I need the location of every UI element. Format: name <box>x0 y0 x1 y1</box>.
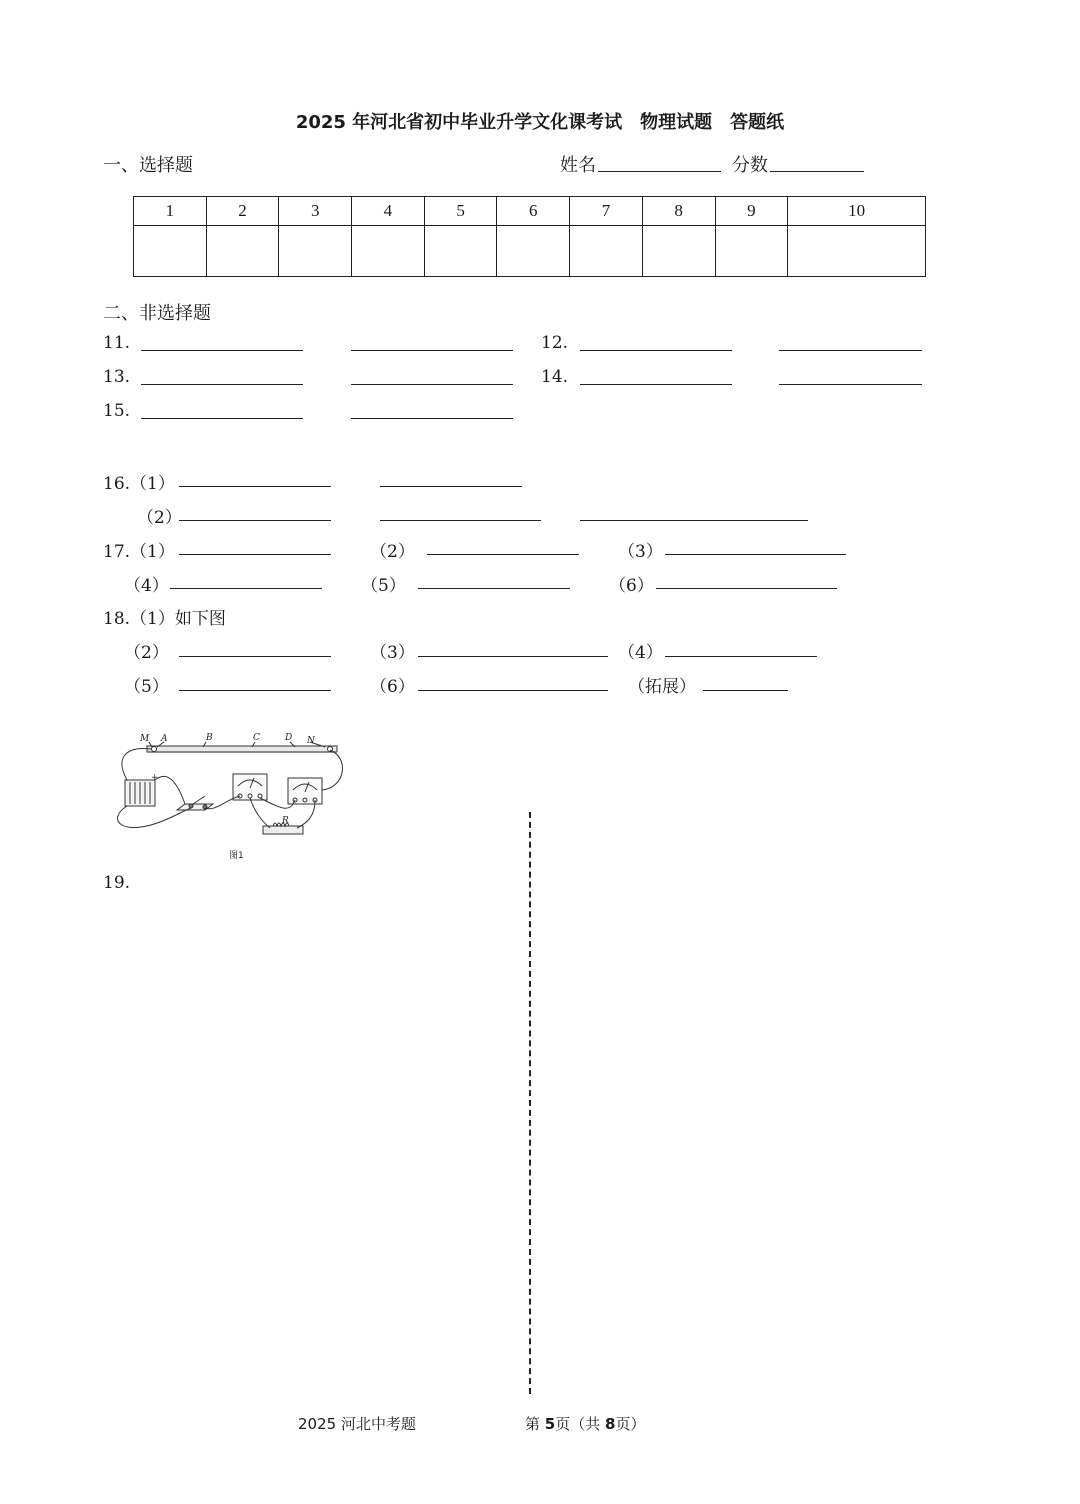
choice-answer-cell-6[interactable] <box>497 226 570 277</box>
name-field-line[interactable] <box>598 171 721 172</box>
choice-number-2: 2 <box>206 197 279 226</box>
label-m: M <box>140 734 150 744</box>
q16-1-blank-1[interactable] <box>179 486 331 487</box>
footer-left: 2025 河北中考题 <box>298 1415 416 1433</box>
label-plus: + <box>151 773 159 783</box>
label-a: A <box>161 734 168 744</box>
q17-4-blank[interactable] <box>170 588 322 589</box>
figure-caption: 图1 <box>229 851 244 861</box>
section2-heading: 二、非选择题 <box>103 303 211 324</box>
q18-6-label: （6） <box>370 677 415 697</box>
q16-2-blank-2[interactable] <box>380 520 541 521</box>
q16-1-label: 16.（1） <box>103 474 175 494</box>
circuit-figure[interactable] <box>105 728 345 864</box>
q18-ext-label: （拓展） <box>628 677 696 697</box>
q18-5-label: （5） <box>124 677 169 697</box>
choice-answer-cell-8[interactable] <box>642 226 715 277</box>
score-label: 分数 <box>732 155 768 176</box>
q17-5-blank[interactable] <box>418 588 570 589</box>
q16-2-label: （2） <box>137 508 182 528</box>
q18-5-blank[interactable] <box>179 690 331 691</box>
choice-number-10: 10 <box>788 197 926 226</box>
choice-number-8: 8 <box>642 197 715 226</box>
choice-number-5: 5 <box>424 197 497 226</box>
choice-number-1: 1 <box>134 197 207 226</box>
q11-blank-2[interactable] <box>351 350 513 351</box>
choice-answer-cell-7[interactable] <box>570 226 643 277</box>
q18-4-blank[interactable] <box>665 656 817 657</box>
choice-number-7: 7 <box>570 197 643 226</box>
q15-label: 15. <box>103 401 131 421</box>
q18-2-label: （2） <box>124 643 169 663</box>
q18-1-label: 18.（1）如下图 <box>103 609 226 629</box>
q11-blank-1[interactable] <box>141 350 303 351</box>
q12-label: 12. <box>541 333 569 353</box>
choice-answer-cell-5[interactable] <box>424 226 497 277</box>
page-mid: 页（共 <box>555 1415 605 1433</box>
choice-answer-cell-4[interactable] <box>352 226 425 277</box>
choice-answer-cell-2[interactable] <box>206 226 279 277</box>
q18-3-blank[interactable] <box>418 656 608 657</box>
q13-label: 13. <box>103 367 131 387</box>
q17-3-label: （3） <box>618 542 663 562</box>
choice-number-9: 9 <box>715 197 788 226</box>
page-total: 8 <box>605 1415 616 1433</box>
choice-number-4: 4 <box>352 197 425 226</box>
choice-answer-table <box>133 196 926 277</box>
choice-answer-cell-10[interactable] <box>788 226 926 277</box>
q18-3-label: （3） <box>370 643 415 663</box>
q17-2-blank[interactable] <box>427 554 579 555</box>
terminal-a-icon <box>152 747 157 752</box>
name-label: 姓名 <box>560 155 596 176</box>
page-suffix: 页） <box>615 1415 646 1433</box>
q16-1-blank-2[interactable] <box>380 486 522 487</box>
page-current: 5 <box>544 1415 556 1433</box>
q18-6-blank[interactable] <box>418 690 608 691</box>
label-c: C <box>253 733 260 743</box>
section1-heading: 一、选择题 <box>103 155 193 176</box>
q17-4-label: （4） <box>124 576 169 596</box>
q17-5-label: （5） <box>361 576 406 596</box>
page-title: 2025 年河北省初中毕业升学文化课考试 物理试题 答题纸 <box>295 112 785 133</box>
q19-label: 19. <box>103 873 131 893</box>
resistance-wire-board <box>147 746 337 752</box>
q14-blank-1[interactable] <box>580 384 732 385</box>
q17-3-blank[interactable] <box>665 554 846 555</box>
q12-blank-1[interactable] <box>580 350 732 351</box>
choice-answer-cell-3[interactable] <box>279 226 352 277</box>
q17-2-label: （2） <box>370 542 415 562</box>
choice-number-6: 6 <box>497 197 570 226</box>
choice-number-3: 3 <box>279 197 352 226</box>
q14-label: 14. <box>541 367 569 387</box>
q17-1-blank[interactable] <box>179 554 331 555</box>
q13-blank-1[interactable] <box>141 384 303 385</box>
label-d: D <box>285 733 293 743</box>
score-field-line[interactable] <box>770 171 864 172</box>
choice-answer-cell-1[interactable] <box>134 226 207 277</box>
page-prefix: 第 <box>525 1415 545 1433</box>
q14-blank-2[interactable] <box>779 384 922 385</box>
q18-4-label: （4） <box>618 643 663 663</box>
label-n: N <box>307 736 315 746</box>
choice-answer-cell-9[interactable] <box>715 226 788 277</box>
label-b: B <box>206 733 213 743</box>
q12-blank-2[interactable] <box>779 350 922 351</box>
answer-area-divider <box>529 812 531 1394</box>
label-r: R <box>282 816 289 826</box>
q17-1-label: 17.（1） <box>103 542 175 562</box>
q16-2-blank-3[interactable] <box>580 520 808 521</box>
footer-page-number <box>525 1413 645 1434</box>
q15-blank-1[interactable] <box>141 418 303 419</box>
q18-2-blank[interactable] <box>179 656 331 657</box>
q15-blank-2[interactable] <box>351 418 513 419</box>
q18-ext-blank[interactable] <box>703 690 788 691</box>
q13-blank-2[interactable] <box>351 384 513 385</box>
q17-6-blank[interactable] <box>656 588 837 589</box>
q11-label: 11. <box>103 333 131 353</box>
q17-6-label: （6） <box>609 576 654 596</box>
q16-2-blank-1[interactable] <box>179 520 331 521</box>
